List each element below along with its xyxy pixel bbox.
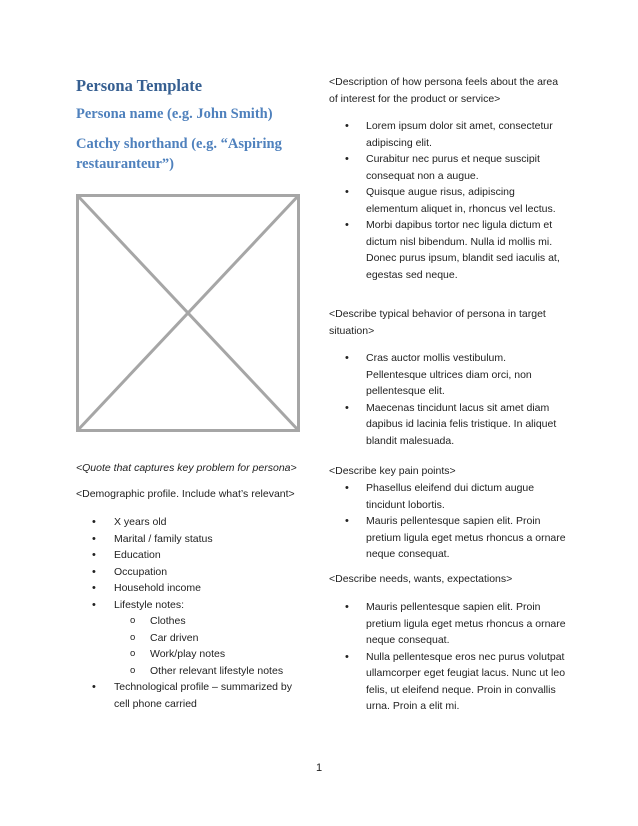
description-heading: <Description of how persona feels about the area of interest for the product or service>	[329, 76, 559, 105]
list-item: • Mauris pellentesque sapien elit. Proin pretium ligula eget metus rhoncus a ornare neque consequat.	[329, 599, 569, 649]
pain-points-heading: <Describe key pain points>	[329, 465, 456, 477]
list-item: • Curabitur nec purus et neque suscipit consequat non a augue.	[329, 151, 569, 184]
sublist-item: o Work/play notes	[76, 646, 308, 663]
persona-name-heading: Persona name (e.g. John Smith)	[76, 106, 273, 122]
needs-list	[329, 599, 569, 715]
list-item: • Nulla pellentesque eros nec purus volutpat ullamcorper eget feugiat lacus. Nunc ut leo felis, ut eleifend neque. Proin in convallis urna. Proin a elit mi.	[329, 649, 569, 715]
list-item: • Quisque augue risus, adipiscing elementum aliquet in, rhoncus vel lectus.	[329, 184, 569, 217]
list-item: • Mauris pellentesque sapien elit. Proin pretium ligula eget metus rhoncus a ornare neque consequat.	[329, 513, 569, 563]
lifestyle-sublist	[76, 613, 308, 679]
list-item: • Lorem ipsum dolor sit amet, consectetur adipiscing elit.	[329, 118, 569, 151]
list-item: • Cras auctor mollis vestibulum. Pellentesque ultrices diam orci, non pellentesque elit.	[329, 350, 569, 400]
demographic-list	[76, 514, 308, 712]
list-item: • Occupation	[76, 564, 308, 581]
sublist-item: o Car driven	[76, 630, 308, 647]
list-item: • Household income	[76, 580, 308, 597]
page-title: Persona Template	[76, 76, 203, 95]
behavior-heading: <Describe typical behavior of persona in target situation>	[329, 308, 546, 337]
list-item: • Lifestyle notes:	[76, 597, 308, 614]
sublist-item: o Clothes	[76, 613, 308, 630]
list-item: • X years old	[76, 514, 308, 531]
list-item: • Marital / family status	[76, 531, 308, 548]
list-item: • Morbi dapibus tortor nec ligula dictum et dictum nisl bibendum. Nulla id mollis mi. Donec purus ipsum, blandit sed iaculis at, egestas sed neque.	[329, 217, 569, 283]
behavior-list	[329, 350, 569, 449]
needs-heading: <Describe needs, wants, expectations>	[329, 573, 513, 585]
demographic-heading: <Demographic profile. Include what’s relevant>	[76, 488, 295, 500]
list-item: • Maecenas tincidunt lacus sit amet diam dapibus id lacinia felis tristique. In aliquet blandit malesuada.	[329, 400, 569, 450]
description-list	[329, 118, 569, 283]
pain-points-list	[329, 480, 569, 563]
persona-quote: <Quote that captures key problem for persona>	[76, 462, 297, 474]
list-item: • Education	[76, 547, 308, 564]
shorthand-heading: Catchy shorthand (e.g. “Aspiring restauranteur”)	[76, 136, 282, 172]
image-placeholder	[76, 194, 300, 432]
list-item: • Phasellus eleifend dui dictum augue tincidunt lobortis.	[329, 480, 569, 513]
list-item: • Technological profile – summarized by cell phone carried	[76, 679, 308, 712]
sublist-item: o Other relevant lifestyle notes	[76, 663, 308, 680]
page-number: 1	[315, 762, 323, 774]
